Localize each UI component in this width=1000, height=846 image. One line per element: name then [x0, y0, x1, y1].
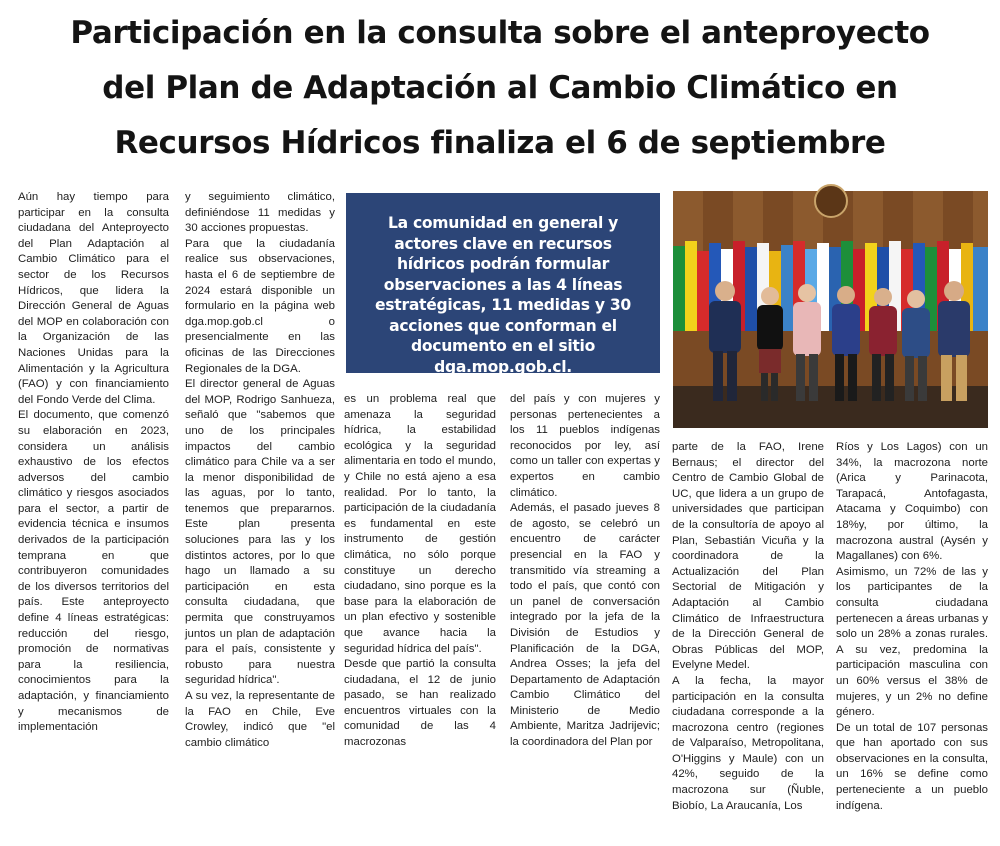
- paragraph: El director general de Aguas del MOP, Rodrigo Sanhueza, señaló que "sabemos que uno de los principales impactos del cambio climático para Chile va a ser la menor disponibilidad de las aguas, por lo tanto, tenemos que prepararnos. Este plan presenta soluciones para las y los distintos actores, por lo que hago un llamado a su participación en esta consulta ciudadana, que permita que construyamos juntos un plan de adaptación para el país, consistente y robusto para nuestra seguridad hídrica".: [185, 378, 335, 687]
- paragraph: Aún hay tiempo para participar en la consulta ciudadana del Anteproyecto del Plan Adaptación al Cambio Climático para el sector de los Recursos Hídricos, que lidera la Dirección General de Aguas del MOP en colaboración con la Organización de las Naciones Unidas para la Alimentación y la Agricultura (FAO) y con financiamiento del Fondo Verde del Clima.: [18, 191, 169, 406]
- pull-quote-text: La comunidad en general y actores clave en recursos hídricos podrán formular observaciones a las 4 líneas estratégicas, 11 medidas y 30 acciones que conforman el documento en el sitio dga.mop.gob.cl.: [375, 214, 631, 376]
- headline-line-1: Participación en la consulta sobre el anteproyecto: [70, 15, 930, 51]
- article-column-6: [836, 440, 988, 840]
- paragraph: De un total de 107 personas que han aportado con sus observaciones en la consulta, un 16% se define como perteneciente a un pueblo indígena.: [836, 721, 988, 812]
- article-column-2: [185, 190, 335, 749]
- pull-quote-box: [346, 193, 660, 376]
- headline: [10, 6, 990, 161]
- paragraph: A la fecha, la mayor participación en la consulta ciudadana corresponde a la macrozona centro (regiones de Valparaíso, Metropolitana, O'Higgins y Maule) con un 42%, seguido de la macrozona sur (Ñuble, Biobío, La Araucanía, Los: [672, 674, 824, 812]
- paragraph: Desde que partió la consulta ciudadana, el 12 de junio pasado, se han realizado encuentros virtuales con la comunidad de las 4 macrozonas: [344, 658, 496, 749]
- paragraph: parte de la FAO, Irene Bernaus; el director del Centro de Cambio Global de UC, que lidera a un grupo de universidades que participan de la consultoría de apoyo al Plan, Sebastián Vicuña y la coordinadora de la Actualización del Plan Sectorial de Mitigación y Adaptación al Cambio Climático de Infraestructura de la Dirección General de Obras Públicas del MOP, Evelyne Medel.: [672, 441, 824, 672]
- paragraph: Ríos y Los Lagos) con un 34%, la macrozona norte (Arica y Parinacota, Tarapacá, Antofagasta, Atacama y Coquimbo) con 18%y, por último, la macrozona austral (Aysén y Magallanes) con 6%.: [836, 441, 988, 563]
- paragraph: y seguimiento climático, definiéndose 11 medidas y 30 acciones propuestas.: [185, 191, 335, 235]
- paragraph: es un problema real que amenaza la seguridad hídrica, la estabilidad ecológica y la seguridad alimentaria en todo el mundo, y Chile no está ajeno a esa realidad. Por lo tanto, la participación de la ciudadanía es fundamental en este instrumento de gestión climática, no sólo porque constituye un derecho ciudadano, sino porque es la base para la elaboración de un plan efectivo y sostenible que avance hacia la seguridad hídrica del país".: [344, 393, 496, 655]
- article-column-4: [510, 392, 660, 762]
- paragraph: El documento, que comenzó su elaboración en 2023, considera un análisis exhaustivo de los efectos adversos del cambio climático y riesgos asociados para el sector, a partir de evidencia técnica e insumos derivados de la participación temprana en que contribuyeron comunidades de los diversos territorios del país. Este anteproyecto define 4 líneas estratégicas: reducción del riesgo, promoción de normativas para la resiliencia, conocimientos para la adaptación, y financiamiento y mecanismos de implementación: [18, 409, 169, 734]
- paragraph: Para que la ciudadanía realice sus observaciones, hasta el 6 de septiembre de 2024 estará disponible un formulario en la página web dga.mop.gob.cl o presencialmente en las oficinas de las Direcciones Regionales de la DGA.: [185, 237, 335, 375]
- paragraph: Asimismo, un 72% de las y los participantes de la consulta ciudadana pertenecen a áreas urbanas y solo un 28% a zonas rurales. A su vez, predomina la participación masculina con un 60% versus el 38% de mujeres, y un 2% no define género.: [836, 565, 988, 719]
- group-photo-illustration: [673, 191, 988, 428]
- paragraph: del país y con mujeres y personas pertenecientes a los 11 pueblos indígenas reconocidos por ley, así como un taller con expertas y expertos en cambio climático.: [510, 393, 660, 499]
- paragraph: A su vez, la representante de la FAO en Chile, Eve Crowley, indicó que "el cambio climático: [185, 690, 335, 749]
- headline-line-2: del Plan de Adaptación al Cambio Climático en: [102, 70, 898, 106]
- article-column-3: [344, 392, 496, 772]
- article-column-1: [18, 190, 169, 780]
- event-photo: [673, 191, 988, 428]
- paragraph: Además, el pasado jueves 8 de agosto, se celebró un encuentro de carácter presencial en la FAO y transmitido vía streaming a todo el país, que contó con un panel de conversación integrado por la jefa de la División de Estudios y Planificación de la DGA, Andrea Osses; la jefa del Departamento de Adaptación Cambio Climático del Ministerio de Medio Ambiente, Maritza Jadrijevic; la coordinadora del Plan por: [510, 502, 660, 749]
- headline-line-3: Recursos Hídricos finaliza el 6 de septiembre: [114, 125, 886, 161]
- article-column-5: [672, 440, 824, 840]
